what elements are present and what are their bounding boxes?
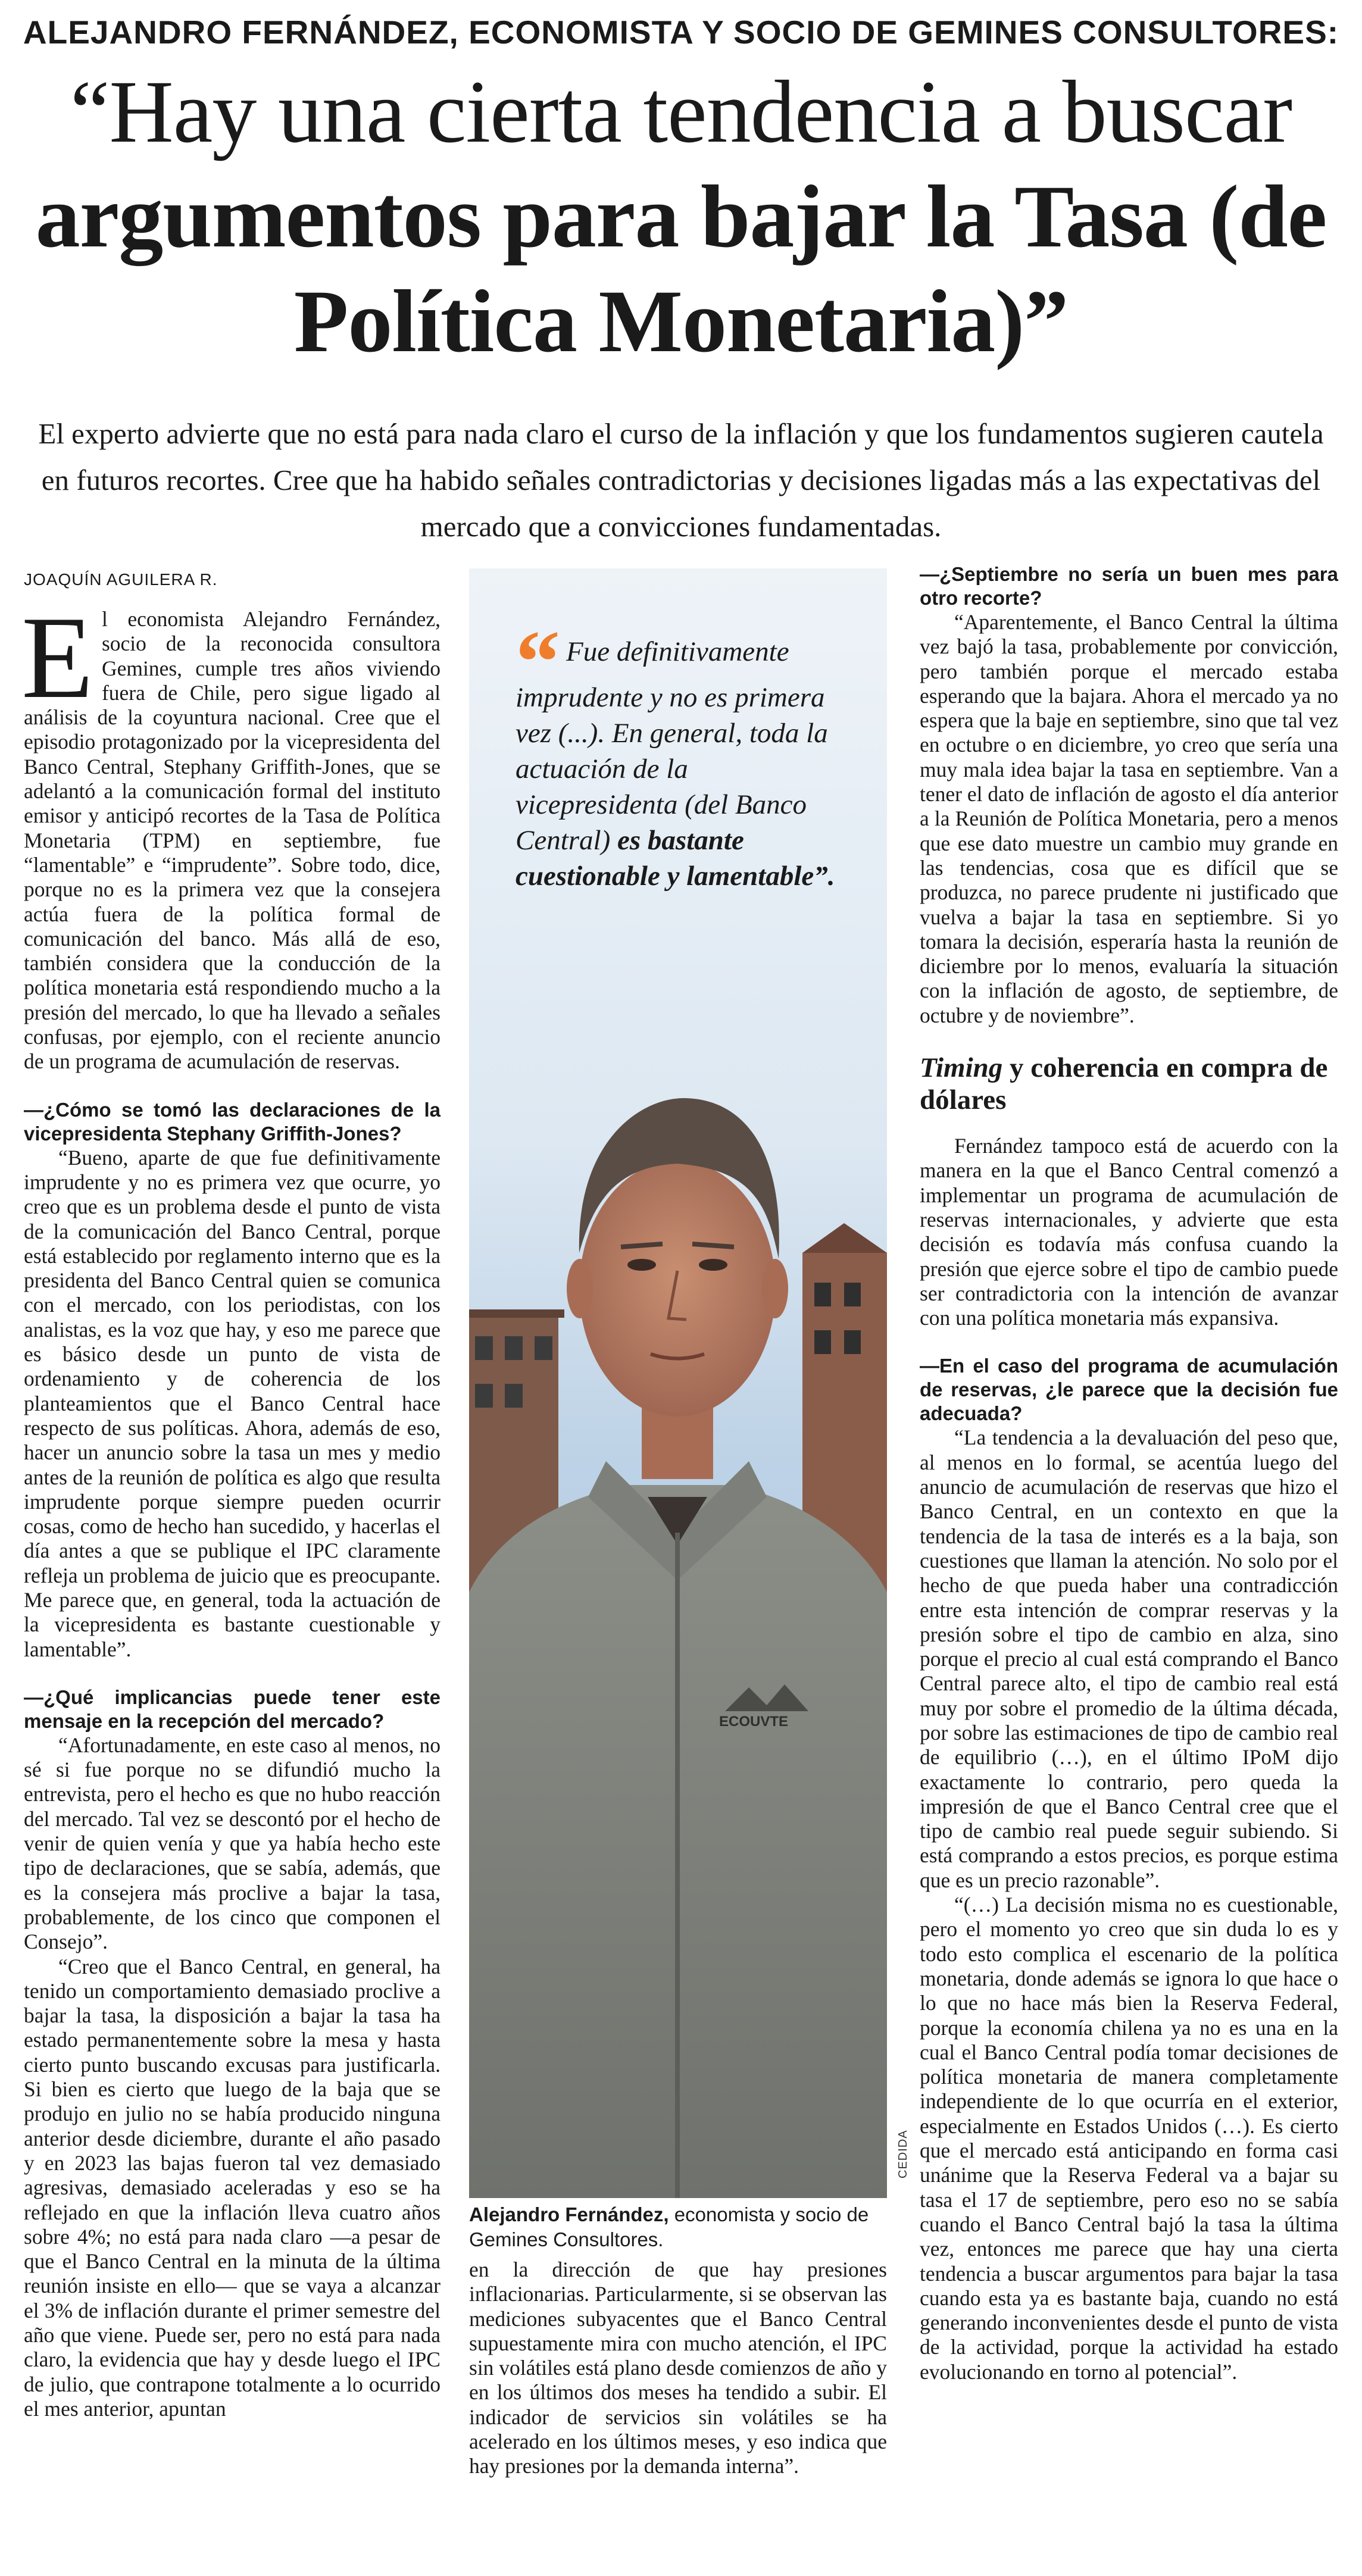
- answer-3: “Creo que el Banco Central, en general, ha tenido un comportamiento demasiado proclive a bajar la tasa, la disposición a bajar la tasa ha estado permanentemente sobre la mesa y hasta cierto punto buscando excusas para justificarla. Si bien es cierto que luego de la baja que se produjo en julio no se había producido ninguna anterior desde diciembre, durante el año pasado y en 2023 las bajas fueron tal vez demasiado agresivas, demasiado aceleradas y eso se ha reflejado en que la inflación lleva cuatro años sobre 4%; no está para nada claro —a pesar de que el Banco Central en la minuta de la última reunión insiste en ello— que se vaya a alcanzar el 3% de inflación durante el primer semestre del año que viene. Puede ser, pero no está para nada claro, la evidencia que hay y desde luego el IPC de julio, que contrapone totalmente a lo ocurrido el mes anterior, apuntan: [24, 1954, 441, 2421]
- intro-text: l economista Alejandro Fernández, socio de la reconocida consultora Gemines, cumple tres años viviendo fuera de Chile, pero sigue ligado al análisis de la coyuntura nacional. Cree que el episodio protagonizado por la vicepresidenta del Banco Central, Stephany Griffith-Jones, que se adelantó a la comunicación formal del instituto emisor y anticipó recortes de la Tasa de Política Monetaria (TPM) en septiembre, fue “lamentable” e “imprudente”. Sobre todo, dice, porque no es la primera vez que la consejera actúa fuera de la política formal de comunicación del banco. Más allá de eso, también considera que la conducción de la política monetaria está respondiendo mucho a la presión del mercado, lo que ha llevado a señales confusas, por ejemplo, con el reciente anuncio de un programa de acumulación de reservas.: [24, 607, 441, 1074]
- headline: [24, 60, 1338, 374]
- subhead-italic: Timing: [920, 1052, 1003, 1084]
- pull-quote-bold: es bastante cuestionable y lamentable”.: [516, 825, 835, 892]
- column-1: [21, 592, 441, 2421]
- column-2: [469, 2258, 887, 2479]
- pull-quote-text: Fue definitivamente imprudente y no es primera vez (...). En general, toda la actuación de la vicepresidenta (del Banco Central): [516, 636, 828, 856]
- photo-caption: [469, 2202, 887, 2252]
- column-3: [920, 562, 1338, 2384]
- dek: El experto advierte que no está para nada claro el curso de la inflación y que los fundamentos sugieren cautela en futuros recortes. Cree que ha habido señales contradictorias y decisiones ligadas más a las expectativas del mercado que a convicciones fundamentadas.: [38, 417, 1324, 543]
- kicker: ALEJANDRO FERNÁNDEZ, ECONOMISTA Y SOCIO DE GEMINES CONSULTORES:: [23, 14, 1339, 51]
- caption-text: economista y socio de Gemines Consultores.: [469, 2203, 869, 2250]
- question-4: —En el caso del programa de acumulación de reservas, ¿le parece que la decisión fue adecuada?: [920, 1355, 1338, 1425]
- answer-4: “Aparentemente, el Banco Central la última vez bajó la tasa, probablemente por convicción, pero también porque el mercado estaba esperando que la bajara. Ahora el mercado ya no espera que la baje en septiembre, sino que tal vez en octubre o en diciembre, yo creo que sería una muy mala idea bajar la tasa en septiembre. Van a tener el dato de inflación de agosto el día anterior a la Reunión de Política Monetaria, pero a menos que ese dato muestre un cambio muy grande en las tendencias, cosa que es difícil que se produzca, no parece prudente ni justificado que vuelva a bajar la tasa en septiembre. Si yo tomara la decisión, esperaría hasta la reunión de diciembre por lo menos, evaluaría la situación con la inflación de agosto, de septiembre, de octubre y de noviembre”.: [920, 610, 1338, 1027]
- intro-paragraph: [21, 592, 441, 1074]
- sweater-logo-text: ECOUVTE: [719, 1714, 789, 1730]
- question-3: —¿Septiembre no sería un buen mes para otro recorte?: [920, 563, 1338, 609]
- headline-light: “Hay una cierta tendencia a buscar: [70, 62, 1292, 161]
- answer-5: “La tendencia a la devaluación del peso que, al menos en lo formal, se acentúa luego del anuncio de acumulación de reservas que hizo el Banco Central, en un contexto en que la tendencia de la tasa de interés es a la baja, son cuestiones que llaman la atención. No solo por el hecho de que pueda haber una contradicción entre esta intención de comprar reservas y la presión sobre el tipo de cambio en alza, sino porque el precio al cual está comprando el Banco Central parece alto, el tipo de cambio real está muy por sobre el promedio de la última década, por sobre las estimaciones de tipo de cambio real de equilibrio (…), en el último IPoM dijo exactamente lo contrario, pero queda la impresión de que el Banco Central cree que el tipo de cambio real puede seguir subiendo. Si está comprando a estos precios, es porque estima que es un precio razonable”.: [920, 1425, 1338, 1892]
- subhead-text: y coherencia en compra de dólares: [920, 1052, 1328, 1116]
- quote-mark-icon: “: [516, 612, 560, 711]
- photo-credit: CEDIDA: [896, 2130, 910, 2178]
- continuation-paragraph: en la dirección de que hay presiones inflacionarias. Particularmente, si se observan las mediciones subyacentes que el Banco Central supuestamente mira con mucho atención, el IPC sin volátiles está plano desde comienzos de año y en los últimos dos meses ha tendido a subir. El indicador de servicios sin volátiles se ha acelerado en los últimos meses, y eso indica que hay presiones por la demanda interna”.: [469, 2258, 887, 2478]
- drop-cap: E: [21, 592, 93, 723]
- pull-quote: [516, 612, 849, 894]
- answer-1: “Bueno, aparte de que fue definitivamente imprudente y no es primera vez que ocurre, yo creo que es un problema desde el punto de vista de la comunicación del Banco Central, porque está establecido por reglamento interno que es la presidenta del Banco Central quien se comunica con el mercado, con los periodistas, con los analistas, es la voz que hay, y eso me parece que es básico desde un punto de vista de ordenamiento y de coherencia de los planteamientos que el Banco Central hace respecto de sus políticas. Ahora, además de eso, hacer un anuncio sobre la tasa un mes y medio antes de la reunión de política es algo que resulta imprudente porque siempre pueden ocurrir cosas, como de hecho han sucedido, y hacerlas el día antes a que se publique el IPC claramente refleja un problema de juicio que es preocupante. Me parece que, en general, toda la actuación de la vicepresidenta es bastante cuestionable y lamentable”.: [24, 1145, 441, 1661]
- paragraph-reserves: Fernández tampoco está de acuerdo con la manera en la que el Banco Central comenzó a implementar un programa de acumulación de reservas internacionales, y advierte que esta decisión es todavía más confusa cuando la presión que ejerce sobre el tipo de cambio puede ser contradictoria con la intención de avanzar con una política monetaria más expansiva.: [920, 1134, 1338, 1330]
- answer-6: “(…) La decisión misma no es cuestionable, pero el momento yo creo que sin duda lo es y todo esto complica el escenario de la política monetaria, donde además se ignora lo que hace o lo que no hace más bien la Reserva Federal, porque la economía chilena ya no es una en la cual el Banco Central podía tomar decisiones de política monetaria de manera completamente independiente de lo que ocurría en el exterior, especialmente en Estados Unidos (…). Es cierto que el mercado está anticipando en forma casi unánime que la Reserva Federal va a bajar su tasa el 17 de septiembre, pero eso no se sabía cuando el Banco Central bajó la tasa la última vez, entonces me parece que hay una cierta tendencia a buscar argumentos para bajar la tasa cuando esta ya es bastante baja, cuando no está generando inconvenientes desde el punto de vista de la actividad, porque la actividad ha estado evolucionando en torno al potencial”.: [920, 1893, 1338, 2384]
- byline: JOAQUÍN AGUILERA R.: [24, 570, 218, 589]
- caption-name: Alejandro Fernández,: [469, 2203, 669, 2225]
- question-2: —¿Qué implicancias puede tener este mensaje en la recepción del mercado?: [24, 1686, 441, 1732]
- headline-bold: argumentos para bajar la Tasa (de Política Monetaria)”: [35, 167, 1327, 371]
- subhead: [920, 1052, 1338, 1116]
- question-1: —¿Cómo se tomó las declaraciones de la vicepresidenta Stephany Griffith-Jones?: [24, 1098, 441, 1145]
- answer-2: “Afortunadamente, en este caso al menos, no sé si fue porque no se difundió mucho la entrevista, pero el hecho es que no hubo reacción del mercado. Tal vez se descontó por el hecho de venir de quien venía y que ya había hecho este tipo de declaraciones, que se sabía, además, que es la consejera más proclive a bajar la tasa, probablemente, de los cinco que componen el Consejo”.: [24, 1733, 441, 1954]
